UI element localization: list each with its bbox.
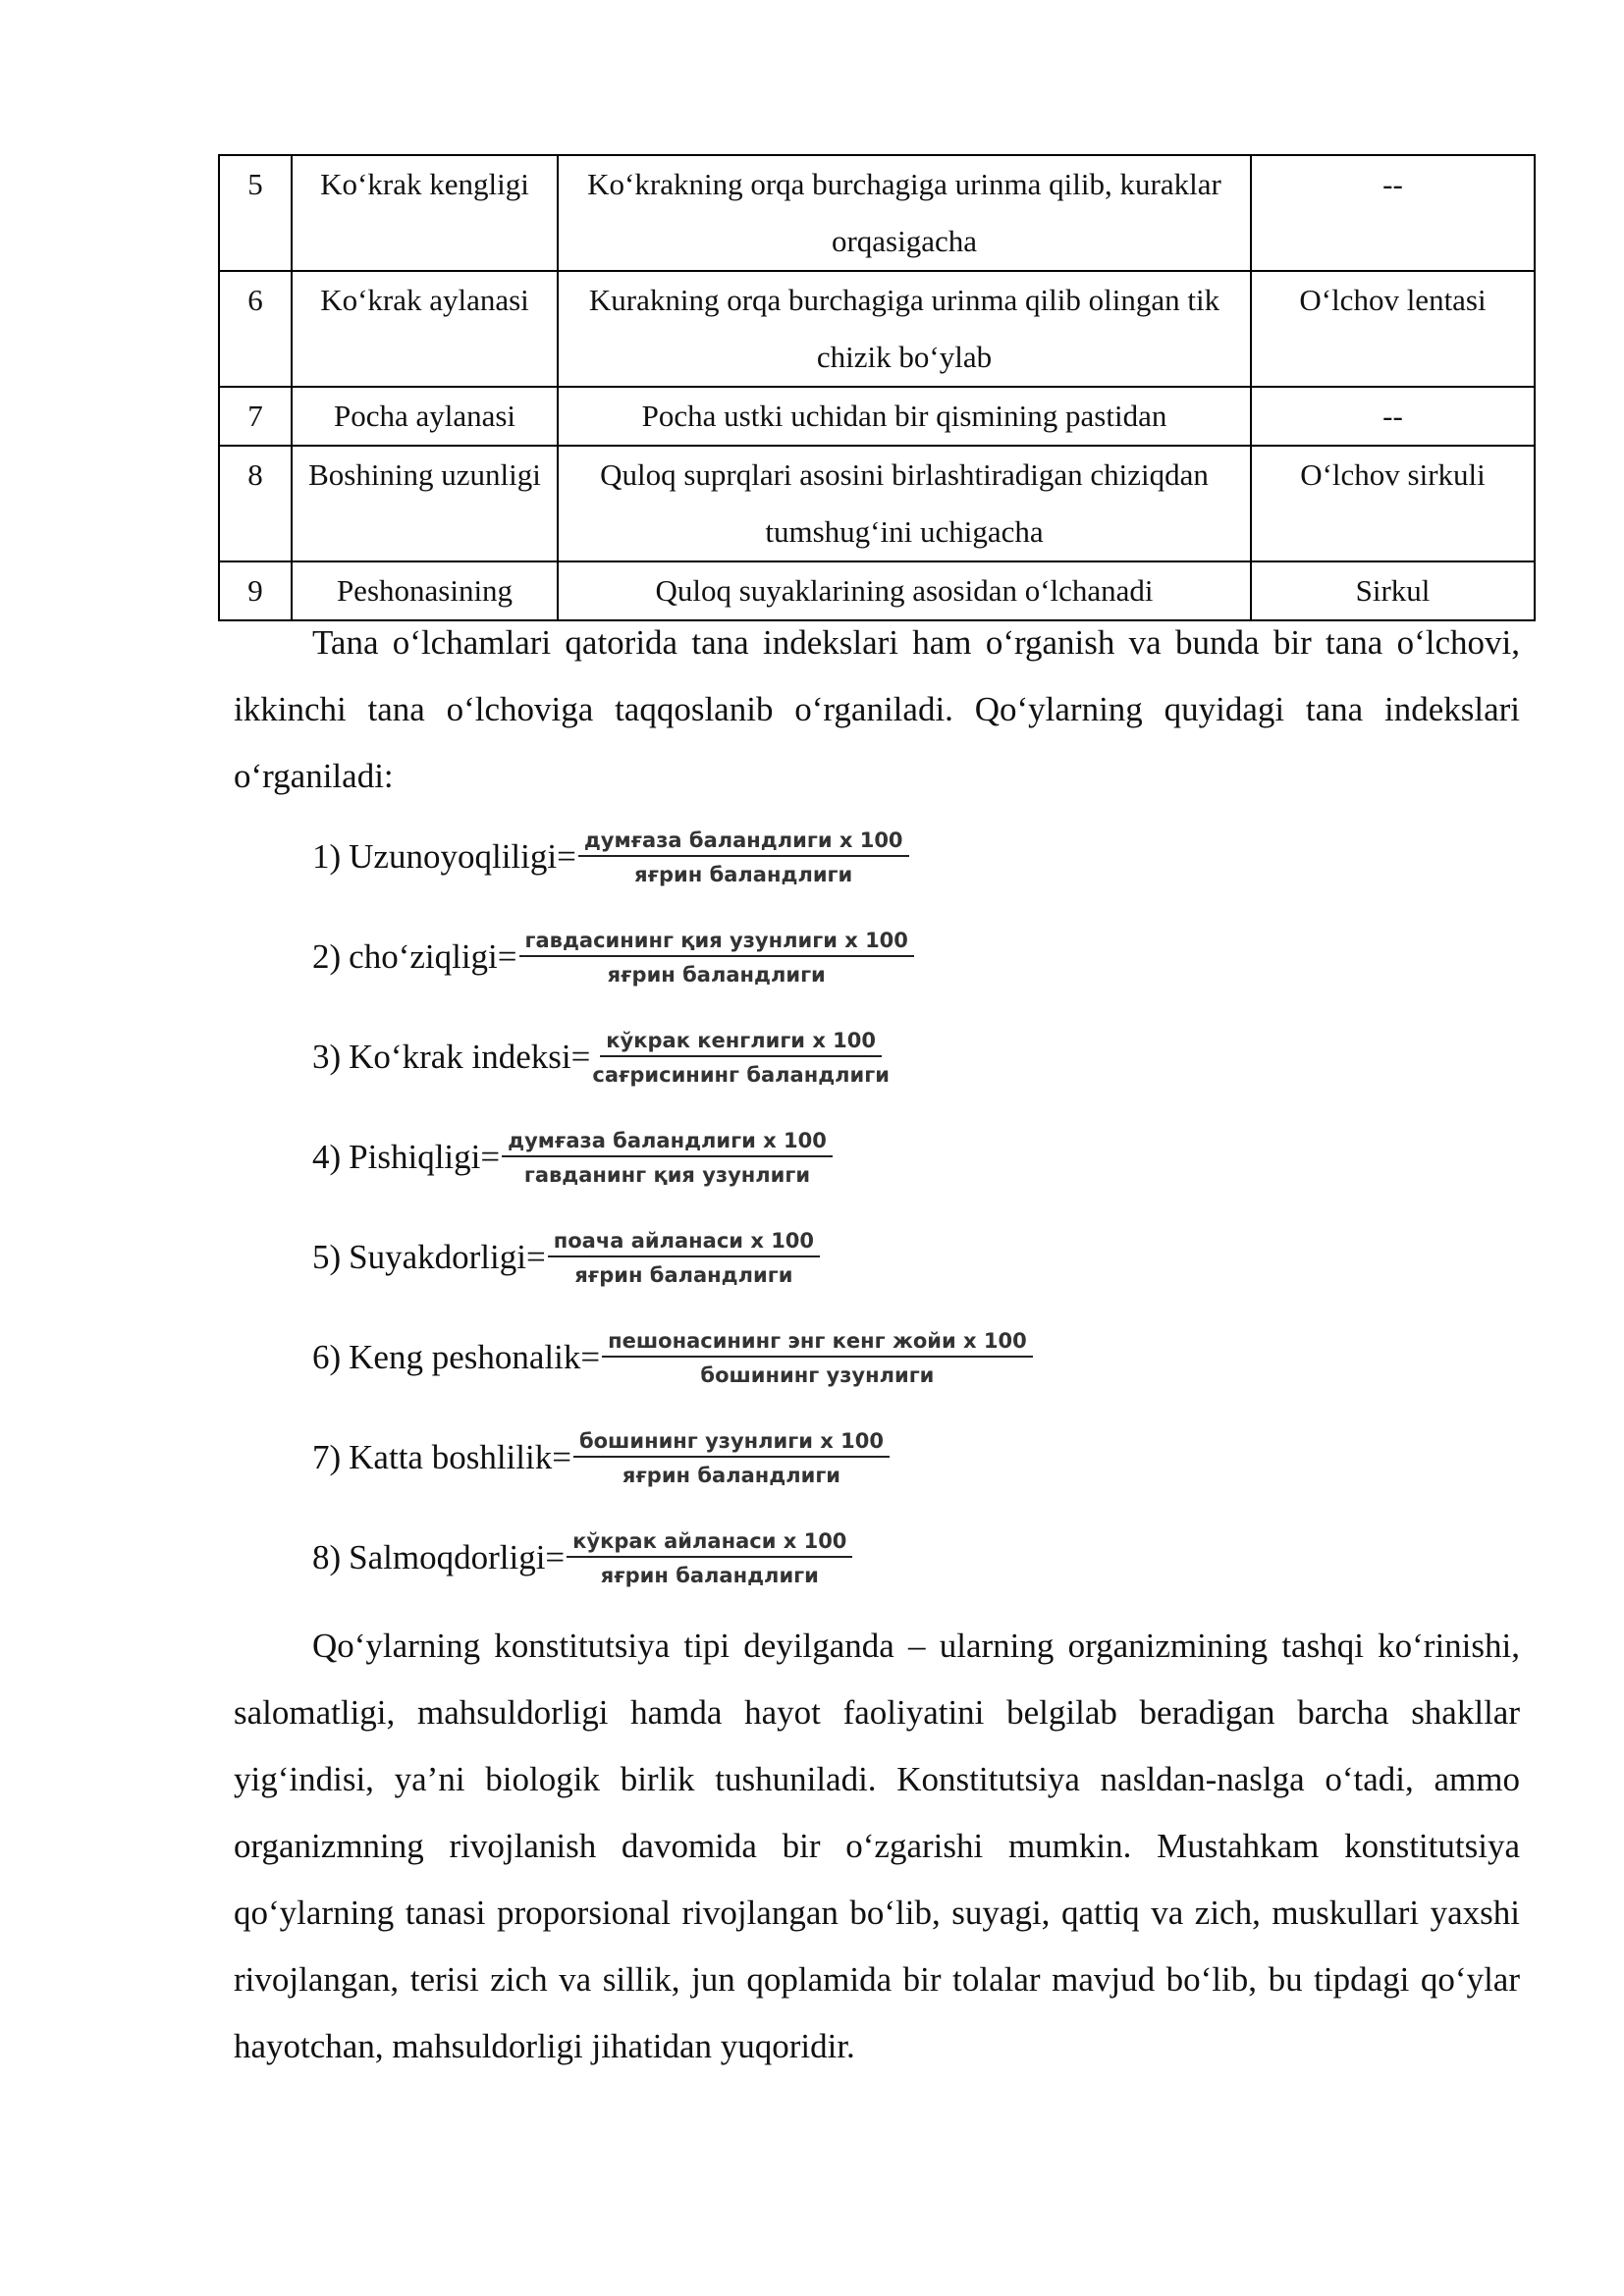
table-row [219,155,1535,271]
table-row [219,446,1535,561]
measurement-method: Quloq suyaklarining asosidan o‘lchanadi [558,561,1251,620]
measurement-name: Ko‘krak aylanasi [292,271,558,387]
formula-numerator: думғаза баландлиги х 100 [578,828,909,857]
formula-numerator: думғаза баландлиги х 100 [502,1129,833,1157]
formula-label: Keng peshonalik= [349,1338,601,1376]
formula-number: 2) [312,937,342,976]
formula-item [312,1207,1033,1308]
measurement-name: Ko‘krak kengligi [292,155,558,271]
formula-numerator: кўкрак айланаси х 100 [567,1529,852,1558]
formula-fraction [502,1129,833,1187]
measurement-tool: O‘lchov sirkuli [1251,446,1535,561]
measurement-method: Kurakning orqa burchagiga urinma qilib olingan tik chizik bo‘ylab [558,271,1251,387]
formula-label: Suyakdorligi= [349,1238,546,1276]
row-number: 7 [219,387,292,446]
formula-numerator: гавдасининг қия узунлиги х 100 [519,929,914,957]
formula-item [312,1308,1033,1408]
formula-fraction [548,1229,820,1287]
constitution-paragraph: Qo‘ylarning konstitutsiya tipi deyilganda – ularning organizmining tashqi ko‘rinishi, salomatligi, mahsuldorligi hamda hayot faoliyatini belgilab beradigan barcha shakllar yig‘indisi, ya’ni biologik birlik tushuniladi. Konstitutsiya nasldan-naslga o‘tadi, ammo organizmning rivojlanish davomida bir o‘zgarishi mumkin. Mustahkam konstitutsiya qo‘ylarning tanasi proporsional rivojlangan bo‘lib, suyagi, qattiq va zich, muskullari yaxshi rivojlangan, terisi zich va sillik, jun qoplamida bir tolalar mavjud bo‘lib, bu tipdagi qo‘ylar hayotchan, mahsuldorligi jihatidan yuqoridir. [234,1627,1520,2065]
measurement-method: Quloq suprqlari asosini birlashtiradigan chiziqdan tumshug‘ini uchigacha [558,446,1251,561]
formula-label: Uzunoyoqliligi= [349,837,576,876]
measurement-method: Ko‘krakning orqa burchagiga urinma qilib, kuraklar orqasigacha [558,155,1251,271]
row-number: 9 [219,561,292,620]
formula-denominator: бошининг узунлиги [700,1362,935,1387]
measurement-name: Peshonasining [292,561,558,620]
formula-denominator: гавданинг қия узунлиги [523,1162,811,1187]
formula-denominator: яғрин баландлиги [574,1262,793,1287]
table-row [219,271,1535,387]
formula-numerator: поача айланаси х 100 [548,1229,820,1257]
row-number: 8 [219,446,292,561]
row-number: 5 [219,155,292,271]
formula-number: 3) [312,1038,342,1076]
measurement-tool: Sirkul [1251,561,1535,620]
formula-denominator: яғрин баландлиги [607,962,826,987]
formula-denominator: яғрин баландлиги [634,862,853,886]
formula-fraction [592,1029,890,1087]
formula-number: 1) [312,837,342,876]
measurement-name: Pocha aylanasi [292,387,558,446]
formula-item [312,807,1033,907]
formula-label: Ko‘krak indeksi= [349,1038,591,1076]
measurement-tool: -- [1251,155,1535,271]
formula-fraction [567,1529,852,1587]
formula-number: 6) [312,1338,342,1376]
formula-denominator: яғрин баландлиги [600,1563,819,1587]
formula-fraction [602,1329,1033,1387]
table-row [219,387,1535,446]
intro-paragraph: Tana o‘lchamlari qatorida tana indekslari ham o‘rganish va bunda bir tana o‘lchovi, ikkinchi tana o‘lchoviga taqqoslanib o‘rganiladi. Qo‘ylarning quyidagi tana indekslari o‘rganiladi: [234,623,1520,795]
measurement-name: Boshining uzunligi [292,446,558,561]
formula-label: Katta boshlilik= [349,1438,571,1476]
measurement-tool: O‘lchov lentasi [1251,271,1535,387]
formula-number: 8) [312,1538,342,1576]
formula-label: Salmoqdorligi= [349,1538,566,1576]
row-number: 6 [219,271,292,387]
formula-numerator: пешонасининг энг кенг жойи х 100 [602,1329,1033,1358]
measurement-method: Pocha ustki uchidan bir qismining pastidan [558,387,1251,446]
formula-item [312,1408,1033,1508]
formula-item [312,1007,1033,1107]
formula-item [312,1107,1033,1207]
formula-fraction [573,1429,890,1487]
formula-item [312,907,1033,1007]
formula-fraction [519,929,914,987]
formula-item [312,1508,1033,1608]
formula-number: 4) [312,1138,342,1176]
formula-denominator: сағрисининг баландлиги [592,1062,890,1087]
measurements-table [218,154,1536,621]
formula-number: 5) [312,1238,342,1276]
formula-numerator: кўкрак кенглиги х 100 [600,1029,882,1057]
measurement-tool: -- [1251,387,1535,446]
formula-number: 7) [312,1438,342,1476]
formula-label: Pishiqligi= [349,1138,501,1176]
formula-fraction [578,828,909,886]
formula-label: cho‘ziqligi= [349,937,517,976]
index-formula-list [312,807,1033,1608]
formula-numerator: бошининг узунлиги х 100 [573,1429,890,1458]
formula-denominator: яғрин баландлиги [622,1463,841,1487]
